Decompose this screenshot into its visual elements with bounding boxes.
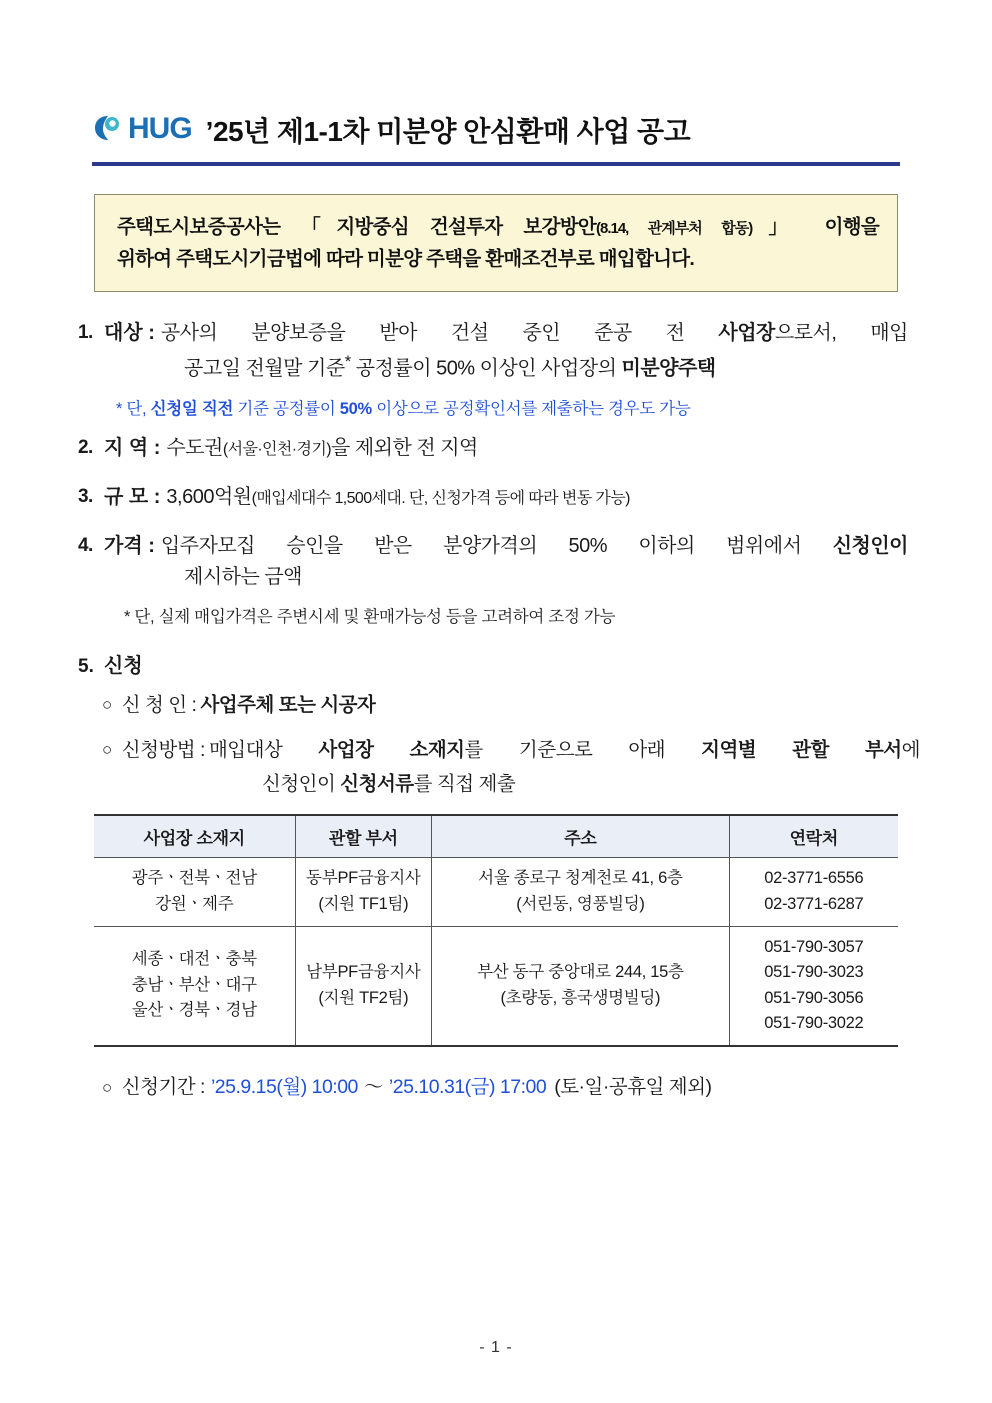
notice-line-2: 위하여 주택도시기금법에 따라 미분양 주택을 환매조건부로 매입합니다. [117, 248, 695, 271]
item-1-number: 1. [78, 322, 93, 344]
item-1-note: * 단, 신청일 직전 기준 공정률이 50% 이상으로 공정확인서를 제출하는 경우도 가능 [116, 400, 691, 418]
cell-contact: 051-790-3057 051-790-3023 051-790-3056 051-790-3022 [729, 926, 898, 1046]
table-header-contact: 연락처 [729, 815, 898, 858]
notice-box [94, 194, 898, 292]
bullet-method-label: 신청방법 : [121, 739, 205, 762]
document-header [72, 110, 920, 152]
bullet-method [102, 735, 920, 766]
cell-region: 세종ㆍ대전ㆍ충북 충남ㆍ부산ㆍ대구 울산ㆍ경북ㆍ경남 [94, 926, 295, 1046]
notice-line-1-b: 」 이행을 [752, 216, 879, 238]
notice-line-1-a: 주택도시보증공사는 「지방중심 건설투자 보강방안 [117, 216, 596, 238]
circle-bullet-icon: ○ [102, 695, 112, 714]
page-number: - 1 - [479, 1339, 513, 1356]
item-4-note: * 단, 실제 매입가격은 주변시세 및 환매가능성 등을 고려하여 조정 가능 [124, 608, 616, 626]
notice-line-1 [117, 211, 879, 243]
table-row [94, 858, 898, 926]
item-4-label: 가격 : [104, 535, 155, 557]
item-4 [78, 531, 908, 627]
bullet-applicant [102, 690, 920, 721]
item-1-line2: 공고일 전월말 기준* 공정률이 50% 이상인 사업장의 미분양주택 [184, 352, 716, 380]
item-3-detail: (매입세대수 1,500세대. 단, 신청가격 등에 따라 변동 가능) [251, 490, 630, 507]
hug-logo-text: HUG [128, 112, 192, 145]
page-title: ’25년 제1-1차 미분양 안심환매 사업 공고 [205, 116, 691, 147]
apply-period-label: 신청기간 : [121, 1075, 205, 1098]
circle-bullet-icon: ○ [102, 1077, 112, 1097]
cell-address: 서울 종로구 청계천로 41, 6층 (서린동, 영풍빌딩) [432, 858, 729, 926]
item-4-number: 4. [78, 535, 93, 556]
table-row [94, 926, 898, 1046]
item-2 [78, 433, 908, 464]
circle-bullet-icon: ○ [102, 740, 112, 760]
cell-address: 부산 동구 중앙대로 244, 15층 (초량동, 흥국생명빌딩) [432, 926, 729, 1046]
section-5-heading [72, 649, 920, 678]
table-header-row [94, 815, 898, 858]
apply-period [102, 1071, 920, 1103]
cell-contact: 02-3771-6556 02-3771-6287 [729, 858, 898, 926]
item-2-line1: 수도권(서울·인천·경기)을 제외한 전 지역 [166, 437, 478, 459]
hug-logo [92, 112, 192, 146]
item-list [72, 318, 920, 627]
section-5-title: 신청 [104, 655, 143, 677]
bullet-applicant-label: 신 청 인 : [121, 694, 197, 716]
item-1-line1: 공사의 분양보증을 받아 건설 중인 준공 전 사업장으로서, 매입 [160, 322, 908, 345]
item-3-amount: 3,600억원 [166, 486, 252, 508]
item-3 [78, 482, 908, 513]
cell-dept: 남부PF금융지사 (지원 TF2팀) [295, 926, 432, 1046]
title-divider [92, 162, 900, 166]
cell-region: 광주ㆍ전북ㆍ전남 강원ㆍ제주 [94, 858, 295, 926]
bullet-method-line2: 신청인이 신청서류를 직접 제출 [262, 773, 516, 796]
bullet-method-line1: 매입대상 사업장 소재지를 기준으로 아래 지역별 관할 부서에 [208, 739, 920, 762]
apply-period-start: ’25.9.15(월) 10:00 [210, 1075, 358, 1098]
hug-logo-icon [92, 112, 126, 146]
item-4-line1: 입주자모집 승인을 받은 분양가격의 50% 이하의 범위에서 신청인이 [160, 535, 908, 557]
table-header-dept: 관할 부서 [295, 815, 432, 858]
item-1-label: 대상 : [104, 322, 155, 345]
section-5-number: 5. [78, 656, 94, 677]
apply-period-end: ’25.10.31(금) 17:00 [388, 1075, 547, 1098]
bullet-applicant-body: 사업주체 또는 시공자 [200, 694, 376, 716]
item-3-label: 규 모 : [104, 486, 161, 508]
apply-period-tilde: 〜 [363, 1075, 383, 1098]
table-header-region: 사업장 소재지 [94, 815, 295, 858]
contact-table [94, 814, 898, 1046]
notice-line-1-small: (8.14, 관계부처 합동) [595, 220, 753, 237]
apply-period-suffix: (토·일·공휴일 제외) [554, 1075, 712, 1098]
cell-dept: 동부PF금융지사 (지원 TF1팀) [295, 858, 432, 926]
item-4-line2: 제시하는 금액 [184, 566, 302, 588]
table-header-address: 주소 [432, 815, 729, 858]
item-1 [78, 318, 908, 419]
item-3-number: 3. [78, 486, 93, 507]
item-3-line1 [166, 482, 908, 513]
item-2-label: 지 역 : [104, 437, 161, 459]
item-2-number: 2. [78, 437, 93, 458]
